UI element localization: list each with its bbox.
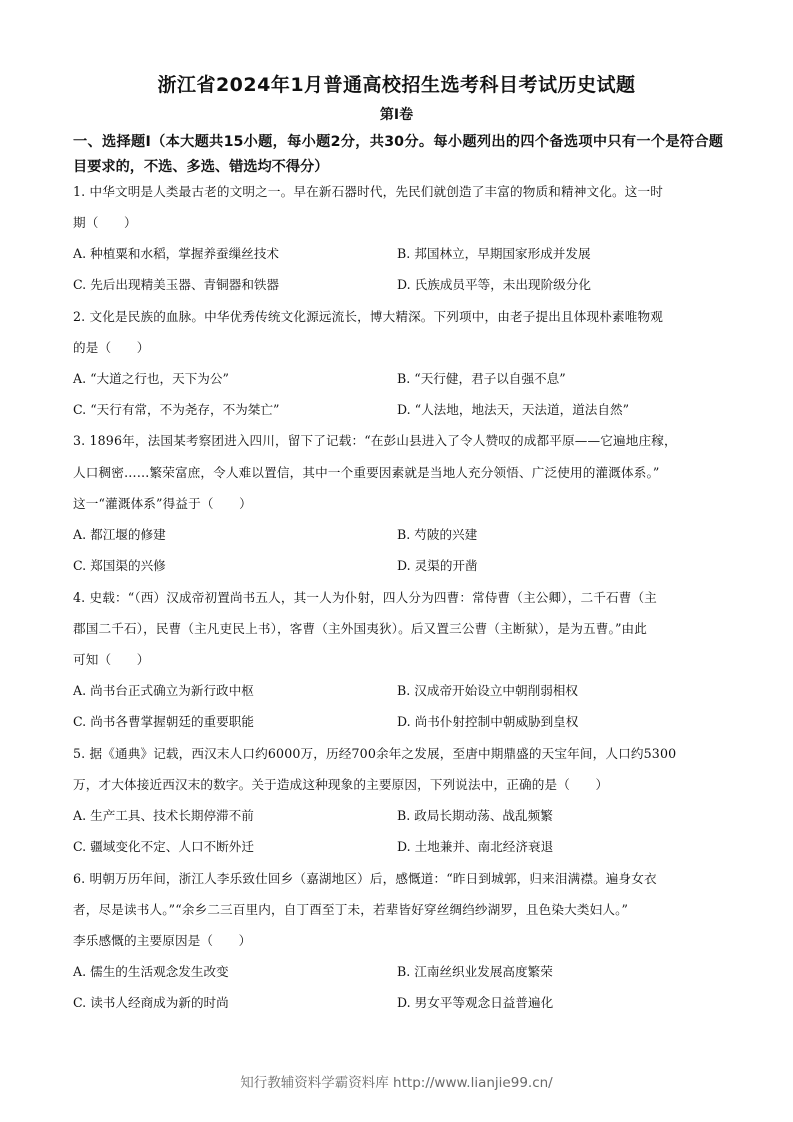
exam-title: 浙江省2024年1月普通高校招生选考科目考试历史试题 xyxy=(157,74,636,96)
volume-heading: 第Ⅰ卷 xyxy=(379,107,414,123)
question-4-stem-line: 4. 史载：“（西）汉成帝初置尚书五人，其一人为仆射，四人分为四曹：常侍曹（主公卿），二千石曹（主 xyxy=(73,590,657,605)
question-1-option-c: C. 先后出现精美玉器、青铜器和铁器 xyxy=(73,277,280,292)
footer-watermark: 知行教辅资料学霸资料库 http://www.lianjie99.cn/ xyxy=(240,1075,553,1091)
question-3-stem-line: 3. 1896年，法国某考察团进入四川，留下了记载：“在彭山县进入了令人赞叹的成都平原——它遍地庄稼， xyxy=(73,433,677,448)
question-2-option-b: B. “天行健，君子以自强不息” xyxy=(397,371,566,386)
question-2-stem-line: 2. 文化是民族的血脉。中华优秀传统文化源远流长，博大精深。下列项中，由老子提出且体现朴素唯物观 xyxy=(73,309,663,324)
question-2-stem-line: 的是（ ） xyxy=(73,340,150,355)
question-5-option-c: C. 疆域变化不定、人口不断外迁 xyxy=(73,839,254,854)
question-4-option-d: D. 尚书仆射控制中朝威胁到皇权 xyxy=(397,714,579,729)
question-4-stem-line: 可知（ ） xyxy=(73,652,150,667)
question-6-stem-line: 者，尽是读书人。”“余乡二三百里内，自丁酉至丁未，若辈皆好穿丝绸绉纱湖罗，且色染大类妇人。” xyxy=(73,902,629,917)
question-1-stem-line: 期（ ） xyxy=(73,215,137,230)
question-2-option-d: D. “人法地，地法天，天法道，道法自然” xyxy=(397,402,630,417)
question-5-option-b: B. 政局长期动荡、战乱频繁 xyxy=(397,808,553,823)
question-6-option-c: C. 读书人经商成为新的时尚 xyxy=(73,995,229,1010)
question-6-option-d: D. 男女平等观念日益普遍化 xyxy=(397,995,554,1010)
question-1-option-a: A. 种植粟和水稻，掌握养蚕缫丝技术 xyxy=(73,246,280,261)
question-3-option-a: A. 都江堰的修建 xyxy=(73,527,166,542)
question-4-stem-line: 郡国二千石），民曹（主凡吏民上书），客曹（主外国夷狄）。后又置三公曹（主断狱），是为五曹。”由此 xyxy=(73,621,648,636)
question-5-stem-line: 5. 据《通典》记载，西汉末人口约6000万，历经700余年之发展，至唐中期鼎盛的天宝年间，人口约5300 xyxy=(73,746,677,761)
question-6-option-b: B. 江南丝织业发展高度繁荣 xyxy=(397,964,553,979)
question-1-stem-line: 1. 中华文明是人类最古老的文明之一。早在新石器时代，先民们就创造了丰富的物质和精神文化。这一时 xyxy=(73,184,663,199)
question-6-stem-line: 6. 明朝万历年间，浙江人李乐致仕回乡（嘉湖地区）后，感慨道：“昨日到城郭，归来泪满襟。遍身女衣 xyxy=(73,871,657,886)
question-6-option-a: A. 儒生的生活观念发生改变 xyxy=(73,964,229,979)
question-4-option-c: C. 尚书各曹掌握朝廷的重要职能 xyxy=(73,714,254,729)
question-5-option-a: A. 生产工具、技术长期停滞不前 xyxy=(73,808,254,823)
question-3-stem-line: 人口稠密……繁荣富庶，令人难以置信，其中一个重要因素就是当地人充分领悟、广泛使用的灌溉体系。” xyxy=(73,465,660,480)
question-4-option-b: B. 汉成帝开始设立中朝削弱相权 xyxy=(397,683,578,698)
question-3-option-b: B. 芍陂的兴建 xyxy=(397,527,478,542)
question-3-option-c: C. 郑国渠的兴修 xyxy=(73,558,166,573)
question-2-option-a: A. “大道之行也，天下为公” xyxy=(73,371,229,386)
question-3-stem-line: 这一“灌溉体系”得益于（ ） xyxy=(73,496,252,511)
question-5-stem-line: 万，才大体接近西汉末的数字。关于造成这种现象的主要原因，下列说法中，正确的是（ ） xyxy=(73,777,609,792)
section-heading: 一、选择题Ⅰ（本大题共15小题，每小题2分，共30分。每小题列出的四个备选项中只有一个是符合题目要求的，不选、多选、错选均不得分） xyxy=(73,134,723,175)
question-1-option-d: D. 氏族成员平等，未出现阶级分化 xyxy=(397,277,591,292)
question-6-stem-line: 李乐感慨的主要原因是（ ） xyxy=(73,933,252,948)
question-5-option-d: D. 土地兼并、南北经济衰退 xyxy=(397,839,554,854)
question-4-option-a: A. 尚书台正式确立为新行政中枢 xyxy=(73,683,254,698)
question-3-option-d: D. 灵渠的开凿 xyxy=(397,558,478,573)
question-2-option-c: C. “天行有常，不为尧存，不为桀亡” xyxy=(73,402,280,417)
question-1-option-b: B. 邦国林立，早期国家形成并发展 xyxy=(397,246,591,261)
